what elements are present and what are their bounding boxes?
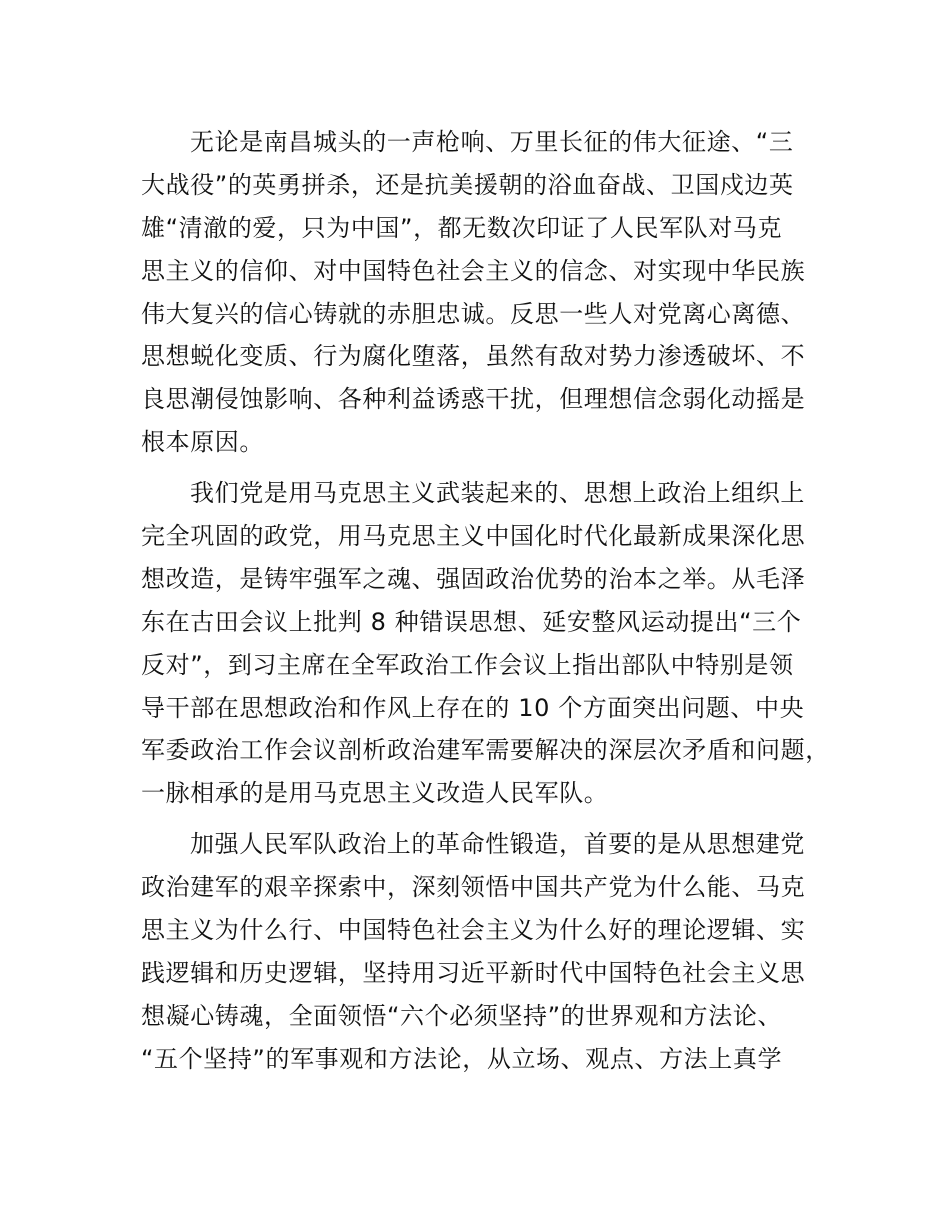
paragraph-3 (141, 823, 841, 1080)
text-line: 军委政治工作会议剖析政治建军需要解决的深层次矛盾和问题， (141, 736, 830, 765)
text-line: 雄“清澈的爱，只为中国”，都无数次印证了人民军队对马克 (141, 213, 783, 242)
text-line: “五个坚持”的军事观和方法论，从立场、观点、方法上真学 (141, 1044, 783, 1073)
text-line: 一脉相承的是用马克思主义改造人民军队。 (141, 779, 609, 808)
text-line: 大战役”的英勇拼杀，还是抗美援朝的浴血奋战、卫国戍边英 (141, 170, 794, 199)
document-body (141, 121, 841, 1089)
text-line: 想改造，是铸牢强军之魂、强固政治优势的治本之举。从毛泽 (141, 564, 806, 593)
text-line: 反对”，到习主席在全军政治工作会议上指出部队中特别是领 (141, 650, 794, 679)
text-line: 我们党是用马克思主义武装起来的、思想上政治上组织上 (190, 479, 805, 508)
text-line: 根本原因。 (141, 428, 264, 457)
text-line: 东在古田会议上批判 8 种错误思想、延安整风运动提出“三个 (141, 607, 802, 636)
text-line: 践逻辑和历史逻辑，坚持用习近平新时代中国特色社会主义思 (141, 958, 806, 987)
text-line: 导干部在思想政治和作风上存在的 10 个方面突出问题、中央 (141, 693, 805, 722)
text-line: 良思潮侵蚀影响、各种利益诱惑干扰，但理想信念弱化动摇是 (141, 385, 806, 414)
paragraph-2 (141, 472, 841, 815)
paragraph-1 (141, 121, 841, 464)
text-line: 无论是南昌城头的一声枪响、万里长征的伟大征途、“三 (190, 128, 794, 156)
text-line: 思主义的信仰、对中国特色社会主义的信念、对实现中华民族 (141, 256, 806, 285)
text-line: 加强人民军队政治上的革命性锻造，首要的是从思想建党 (190, 830, 805, 859)
text-line: 完全巩固的政党，用马克思主义中国化时代化最新成果深化思 (141, 522, 806, 551)
text-line: 想凝心铸魂，全面领悟“六个必须坚持”的世界观和方法论、 (141, 1001, 783, 1030)
text-line: 伟大复兴的信心铸就的赤胆忠诚。反思一些人对党离心离德、 (141, 299, 806, 328)
text-line: 思主义为什么行、中国特色社会主义为什么好的理论逻辑、实 (141, 916, 806, 945)
text-line: 政治建军的艰辛探索中，深刻领悟中国共产党为什么能、马克 (141, 873, 806, 902)
text-line: 思想蜕化变质、行为腐化堕落，虽然有敌对势力渗透破坏、不 (141, 342, 806, 371)
